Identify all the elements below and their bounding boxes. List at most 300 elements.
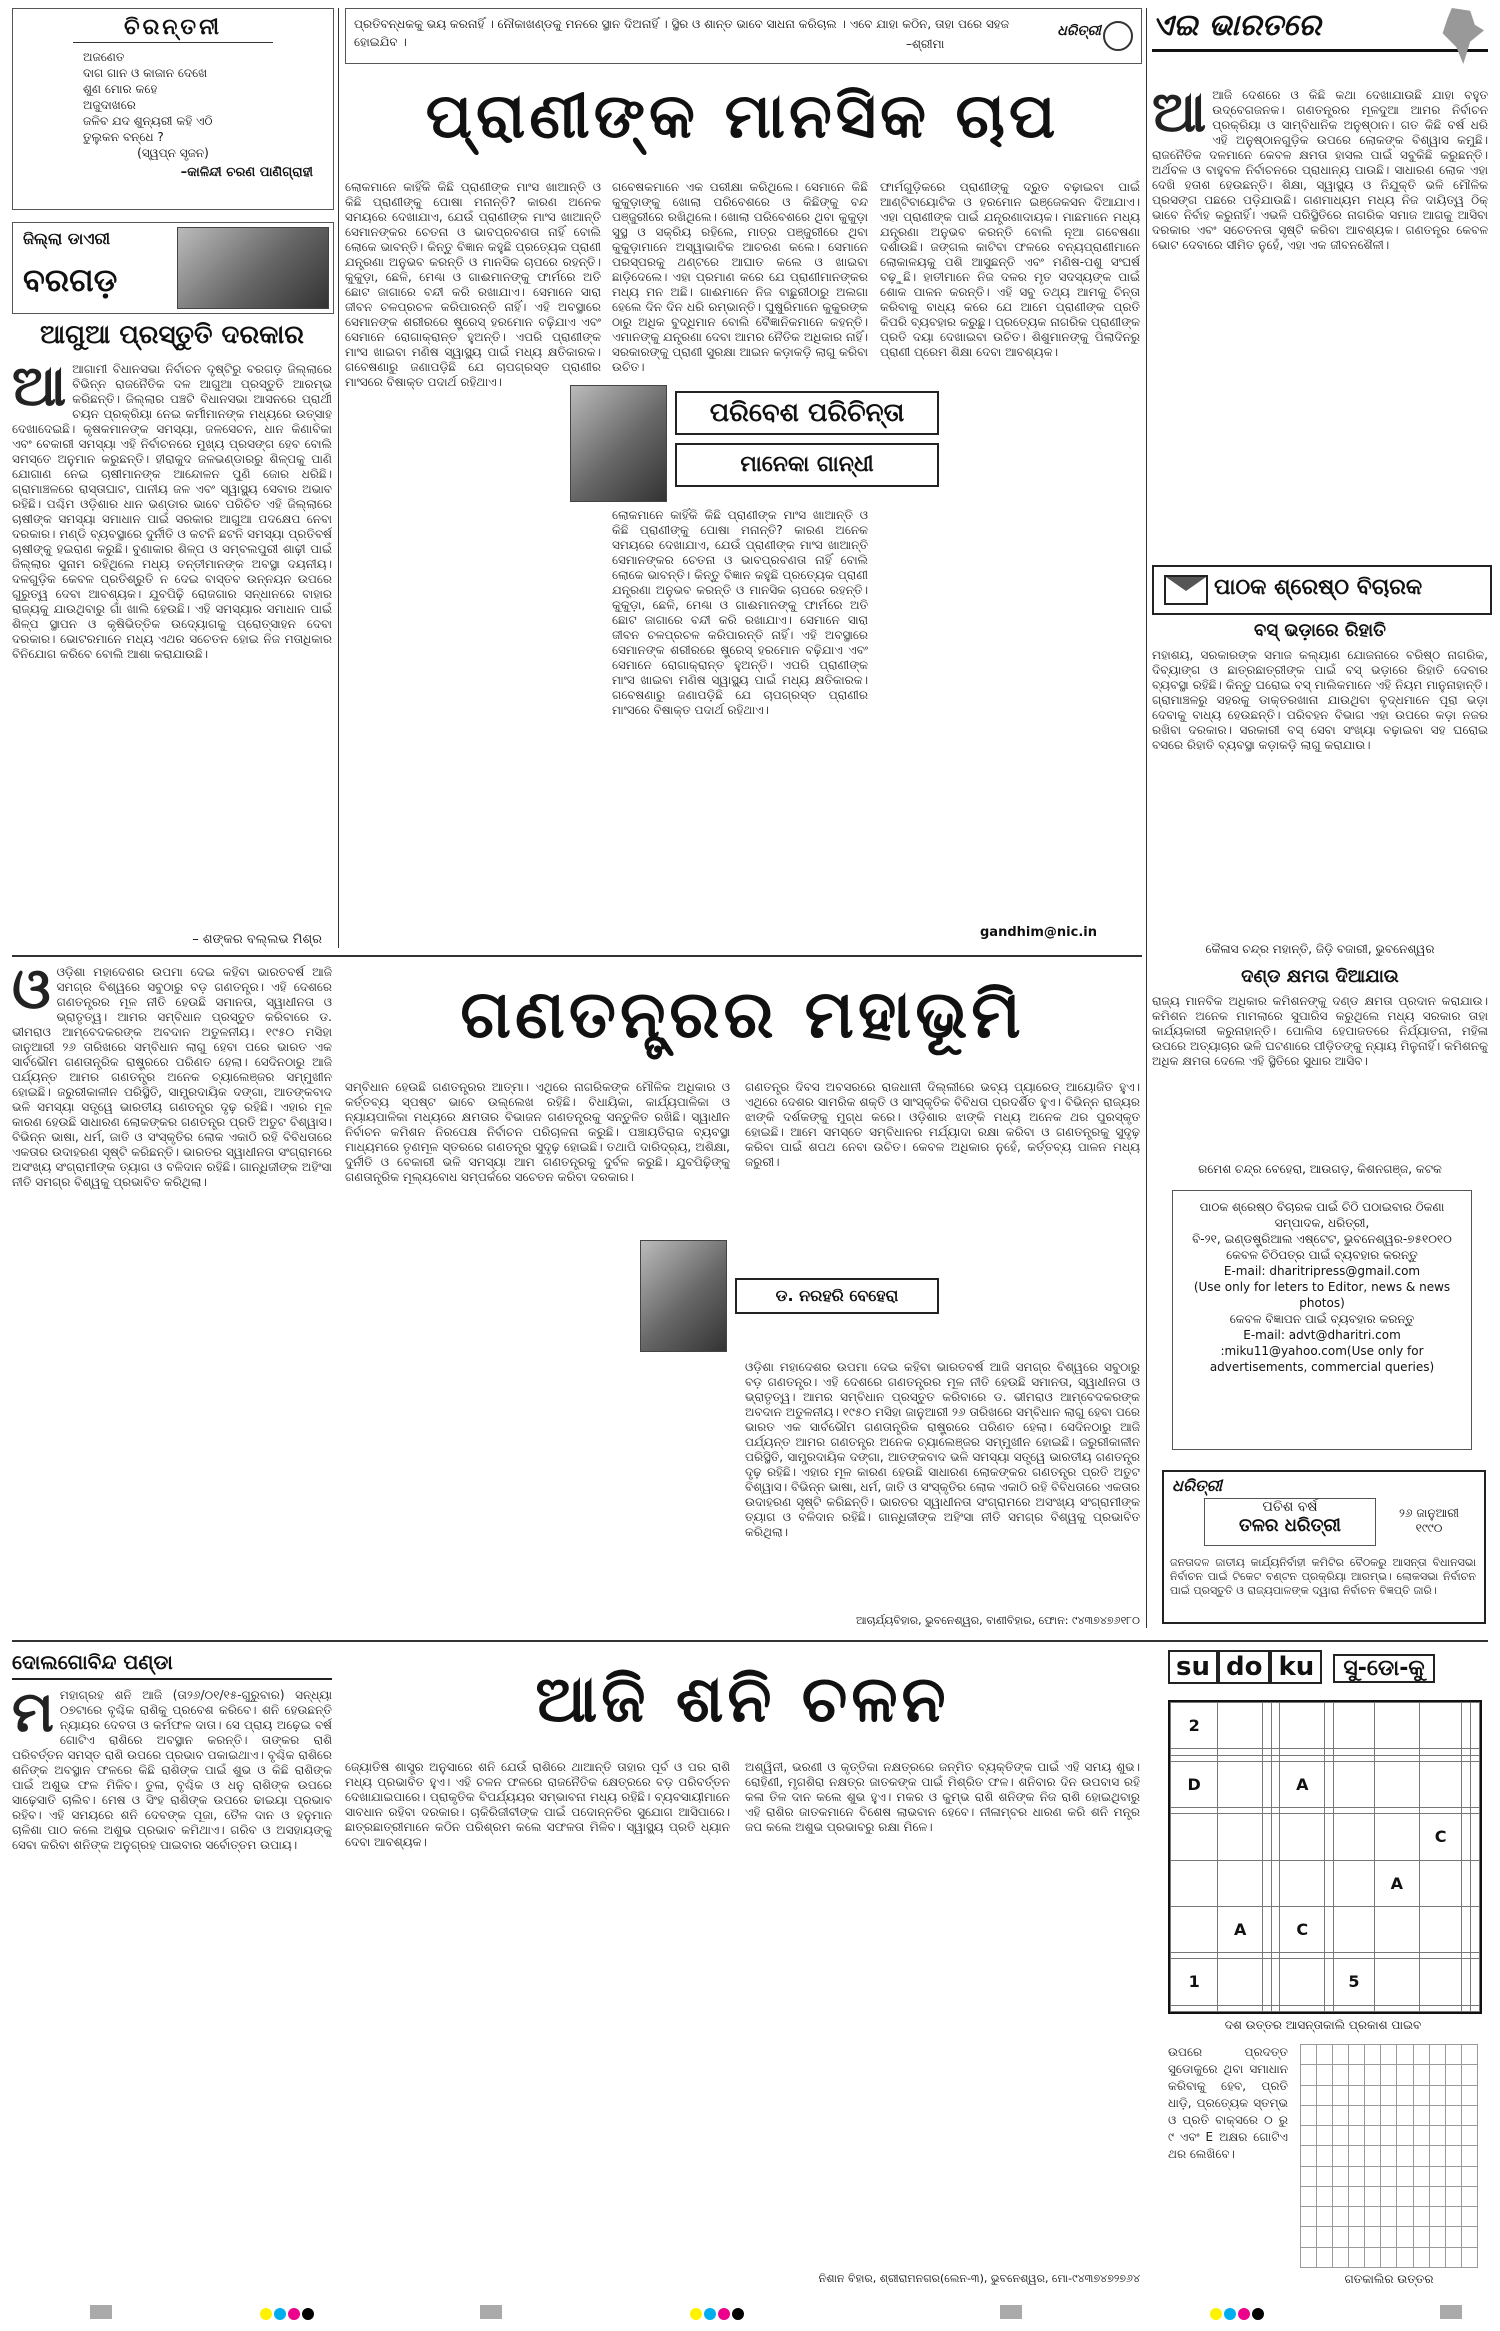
republic-address: ଆଚାର୍ଯ୍ୟବିହାର, ଭୁବନେଶ୍ୱର, ବାଣୀବିହାର, ଫୋନ: ୯୪୩୭୪୭୬୧୮୦ [855,1614,1140,1627]
sudoku-cell[interactable] [1171,2005,1218,2011]
solution-cell [1317,2126,1333,2146]
sudoku-cell[interactable] [1171,1814,1218,1860]
contact-email[interactable]: E-mail: dharitripress@gmail.com [1223,1264,1421,1278]
solution-cell [1349,2105,1365,2125]
solution-cell [1349,2065,1365,2085]
archive-box [1162,1470,1486,1624]
sudoku-cell[interactable]: A [1280,1761,1325,1807]
color-dot [1210,2308,1222,2320]
district-label: ଜିଲ୍ଲା ଡାଏରୀ [23,229,111,248]
sudoku-cell[interactable] [1333,1860,1374,1906]
color-dot [288,2308,300,2320]
solution-cell [1317,2105,1333,2125]
solution-cell [1317,2166,1333,2186]
sudoku-cell[interactable] [1333,2005,1374,2011]
solution-cell [1381,2085,1397,2105]
sudoku-cell[interactable] [1325,1761,1334,1807]
sudoku-cell[interactable]: 2 [1171,1703,1218,1749]
solution-cell [1445,2085,1461,2105]
solution-cell [1317,2045,1333,2065]
print-mark [90,2305,112,2319]
sudoku-cell[interactable] [1471,1959,1480,2005]
masthead [1152,8,1488,78]
solution-cell [1381,2065,1397,2085]
sudoku-cell[interactable] [1333,1703,1374,1749]
solution-cell [1349,2207,1365,2227]
solution-cell [1317,2065,1333,2085]
solution-cell [1397,2186,1413,2206]
sudoku-cell[interactable] [1218,1959,1263,2005]
solution-cell [1413,2207,1429,2227]
column-title: ପରିବେଶ ପରିଚିନ୍ତା [675,391,939,435]
solution-cell [1317,2227,1333,2247]
sudoku-cell[interactable] [1462,1761,1471,1807]
republic-body-col3a: ଗଣତନ୍ତ୍ର ଦିବସ ଅବସରରେ ରାଜଧାନୀ ଦିଲ୍ଲୀରେ ଭବ୍ୟ ପ୍ୟାରେଡ୍ ଆୟୋଜିତ ହୁଏ। ଏଥିରେ ଦେଶର ସାମରିକ ଶକ୍ତି ଓ ସାଂସ୍କୃତିକ ବିବିଧତା ପ୍ରଦର୍ଶିତ ହୁଏ। ବିଭିନ୍ନ ରାଜ୍ୟର ଝାଙ୍କି ଦର୍ଶକଙ୍କୁ ମୁଗ୍ଧ କରେ। ଓଡ଼ିଶାର ଝାଙ୍କି ମଧ୍ୟ ଅନେକ ଥର ପୁରସ୍କୃତ ହୋଇଛି। ଆମେ ସମସ୍ତେ ସମ୍ବିଧାନର ମର୍ଯ୍ୟାଦା ରକ୍ଷା କରିବା ଓ ଗଣତନ୍ତ୍ରକୁ ସୁଦୃଢ଼ କରିବା ପାଇଁ ଶପଥ ନେବା ଉଚିତ। କେବଳ ଅଧିକାର ନୁହେଁ, କର୍ତ୍ତବ୍ୟ ପାଳନ ମଧ୍ୟ ଜରୁରୀ। [745,1080,1140,1169]
solution-cell [1381,2247,1397,2267]
sudoku-cell[interactable] [1280,1860,1325,1906]
sudoku-cell[interactable] [1218,2005,1263,2011]
sudoku-cell[interactable] [1471,2005,1480,2011]
main-headline: ପ୍ରାଣୀଙ୍କ ମାନସିକ ଚାପ [425,79,1060,152]
sudoku-cell[interactable] [1263,1906,1272,1952]
color-dot [260,2308,272,2320]
solution-cell [1445,2146,1461,2166]
solution-cell [1429,2045,1445,2065]
solution-cell [1429,2247,1445,2267]
color-dots [690,2305,746,2324]
author-photo [570,385,667,502]
solution-cell [1397,2105,1413,2125]
sudoku-cell[interactable] [1263,1959,1272,2005]
color-dots [1210,2305,1266,2324]
solution-cell [1365,2207,1381,2227]
solution-cell [1365,2105,1381,2125]
solution-cell [1429,2207,1445,2227]
solution-cell [1461,2247,1477,2267]
dropcap: ଆ [1152,88,1207,145]
sudoku-cell[interactable] [1325,1860,1334,1906]
solution-cell [1413,2186,1429,2206]
solution-cell [1461,2085,1477,2105]
poem-line: (ସ୍ୱପ୍ନ ସୃଜନ) [137,146,209,160]
solution-cell [1461,2186,1477,2206]
sudoku-cell[interactable] [1419,1703,1462,1749]
letter1-body: ମହାଶୟ, ସରକାରଙ୍କ ସମାଜ କଲ୍ୟାଣ ଯୋଜନାରେ ବରିଷ୍ଠ ନାଗରିକ, ଦିବ୍ୟାଙ୍ଗ ଓ ଛାତ୍ରଛାତ୍ରୀଙ୍କ ପାଇଁ ବସ୍ ଭଡ଼ାରେ ରିହାତି ଦେବାର ବ୍ୟବସ୍ଥା ରହିଛି। କିନ୍ତୁ ଘରୋଇ ବସ୍ ମାଲିକମାନେ ଏହି ନିୟମ ମାନୁନାହାନ୍ତି। ଗ୍ରାମାଞ୍ଚଳରୁ ସହରକୁ ଡାକ୍ତରଖାନା ଯାଉଥିବା ବୃଦ୍ଧମାନେ ପୂରା ଭଡ଼ା ଦେବାକୁ ବାଧ୍ୟ ହେଉଛନ୍ତି। ପରିବହନ ବିଭାଗ ଏହା ଉପରେ କଡ଼ା ନଜର ରଖିବା ଦରକାର। ସରକାରୀ ବସ୍ ସେବା ସଂଖ୍ୟା ବଢ଼ାଇବା ସହ ଘରୋଇ ବସରେ ରିହାତି ବ୍ୟବସ୍ଥା କଡ଼ାକଡ଼ି ଲାଗୁ କରାଯାଉ। [1152,648,1488,752]
district-header [12,222,334,314]
republic-headline: ଗଣତନ୍ତ୍ରର ମହାଭୂମି [460,976,1025,1053]
sudoku-cell[interactable]: C [1419,1814,1462,1860]
solution-cell [1317,2085,1333,2105]
letters-header [1152,565,1492,615]
letter2-signer: ରମେଶ ଚନ୍ଦ୍ର ବେହେରା, ଆଉଗଡ଼, କିଶନଗଞ୍ଜ, କଟକ [1198,1162,1442,1176]
solution-cell [1301,2105,1317,2125]
quote-author: –ଶ୍ରୀମା [906,37,945,51]
solution-cell [1397,2207,1413,2227]
sudoku-cell[interactable] [1374,1959,1419,2005]
sudoku-cell[interactable] [1263,1761,1272,1807]
contact-note: (Use only for leters to Editor, news & news photos) [1193,1280,1451,1310]
astro-body1: ମହାଗ୍ରହ ଶନି ଆଜି (ତା୨୬/୦୧/୧୫-ଗୁରୁବାର) ସନ୍ଧ୍ୟା ୦୭ଟାରେ ବୃଶ୍ଚିକ ରାଶିକୁ ପ୍ରବେଶ କରିବେ। ଶନି ହେଉଛନ୍ତି ନ୍ୟାୟର ଦେବତା ଓ କର୍ମଫଳ ଦାତା। ସେ ପ୍ରାୟ ଅଢ଼େଇ ବର୍ଷ ଗୋଟିଏ ରାଶିରେ ଅବସ୍ଥାନ କରନ୍ତି। ତାଙ୍କର ରାଶି ପରିବର୍ତ୍ତନ ସମସ୍ତ ରାଶି ଉପରେ ପ୍ରଭାବ ପକାଇଥାଏ। ବୃଶ୍ଚିକ ରାଶିରେ ଶନିଙ୍କ ଅବସ୍ଥାନ ଫଳରେ କିଛି ରାଶିଙ୍କ ପାଇଁ ଶୁଭ ଓ କିଛି ରାଶିଙ୍କ ପାଇଁ ଅଶୁଭ ଫଳ ମିଳିବ। ତୁଳା, ବୃଶ୍ଚିକ ଓ ଧନୁ ରାଶିଙ୍କ ଉପରେ ସାଢ଼େସାତି ଚାଲିବ। ମେଷ ଓ ସିଂହ ରାଶିଙ୍କ ଉପରେ ଢାଇୟା ପ୍ରଭାବ ରହିବ। ଏହି ସମୟରେ ଶନି ଦେବଙ୍କ ପୂଜା, ତୈଳ ଦାନ ଓ ହନୁମାନ ଚାଳିଶା ପାଠ କଲେ ଅଶୁଭ ପ୍ରଭାବ କମିଥାଏ। ଗରିବ ଓ ଅସହାୟଙ୍କୁ ସେବା କରିବା ଶନିଙ୍କ ଅନୁଗ୍ରହ ପାଇବାର ସର୍ବୋତ୍ତମ ଉପାୟ। [12,1688,332,1852]
sudoku-cell[interactable]: A [1218,1906,1263,1952]
solution-cell [1461,2065,1477,2085]
main-body-col2-cont: ଲୋକମାନେ କାହିଁକି କିଛି ପ୍ରାଣୀଙ୍କ ମାଂସ ଖାଆନ୍ତି ଓ କିଛି ପ୍ରାଣୀଙ୍କୁ ପୋଷା ମନାନ୍ତି? କାରଣ ଅନେକ ସମୟରେ ଦେଖାଯାଏ, ଯେଉଁ ପ୍ରାଣୀଙ୍କ ମାଂସ ଖାଆନ୍ତି ସେମାନଙ୍କର ଚେତନା ଓ ଭାବପ୍ରବଣତା ନାହିଁ ବୋଲି ଲୋକେ ଭାବନ୍ତି। କିନ୍ତୁ ବିଜ୍ଞାନ କହୁଛି ପ୍ରତ୍ୟେକ ପ୍ରାଣୀ ଯନ୍ତ୍ରଣା ଅନୁଭବ କରନ୍ତି ଓ ମାନସିକ ଚାପରେ ରହନ୍ତି। କୁକୁଡ଼ା, ଛେଳି, ମେଣ୍ଢା ଓ ଗାଈମାନଙ୍କୁ ଫାର୍ମରେ ଅତି ଛୋଟ ଜାଗାରେ ବନ୍ଦୀ କରି ରଖାଯାଏ। ସେମାନେ ସାରା ଜୀବନ ଚଳପ୍ରଚଳ କରିପାରନ୍ତି ନାହିଁ। ଏହି ଅବସ୍ଥାରେ ସେମାନଙ୍କ ଶରୀରରେ ଷ୍ଟ୍ରେସ୍ ହରମୋନ ବଢ଼ିଯାଏ ଏବଂ ସେମାନେ ରୋଗାକ୍ରାନ୍ତ ହୁଅନ୍ତି। ଏପରି ପ୍ରାଣୀଙ୍କ ମାଂସ ଖାଇବା ମଣିଷ ସ୍ୱାସ୍ଥ୍ୟ ପାଇଁ ମଧ୍ୟ କ୍ଷତିକାରକ। ଗବେଷଣାରୁ ଜଣାପଡ଼ିଛି ଯେ ଚାପଗ୍ରସ୍ତ ପ୍ରାଣୀର ମାଂସରେ ବିଷାକ୍ତ ପଦାର୍ଥ ରହିଥାଏ। [612,508,868,717]
poem-line: ତୁଲୁକନ ବନ୍ଧେ ? [83,130,164,144]
sudoku-cell[interactable] [1471,1860,1480,1906]
print-mark [480,2305,502,2319]
sudoku-cell[interactable] [1374,2005,1419,2011]
solution-cell [1333,2247,1349,2267]
solution-cell [1365,2186,1381,2206]
solution-cell [1413,2126,1429,2146]
solution-cell [1461,2146,1477,2166]
archive-label2: ତଳର ଧରିତ୍ରୀ [1239,1515,1341,1536]
sudoku-cell[interactable] [1471,1906,1480,1952]
solution-cell [1429,2227,1445,2247]
solution-cell [1365,2126,1381,2146]
solution-cell [1461,2126,1477,2146]
color-dot [1252,2308,1264,2320]
color-dot [690,2308,702,2320]
color-dot [1224,2308,1236,2320]
republic-body-col2: ସମ୍ବିଧାନ ହେଉଛି ଗଣତନ୍ତ୍ରର ଆତ୍ମା। ଏଥିରେ ନାଗରିକଙ୍କ ମୌଳିକ ଅଧିକାର ଓ କର୍ତ୍ତବ୍ୟ ସ୍ପଷ୍ଟ ଭାବେ ଉଲ୍ଲେଖ ରହିଛି। ବିଧାୟିକା, କାର୍ଯ୍ୟପାଳିକା ଓ ନ୍ୟାୟପାଳିକା ମଧ୍ୟରେ କ୍ଷମତାର ବିଭାଜନ ଗଣତନ୍ତ୍ରକୁ ସନ୍ତୁଳିତ ରଖିଛି। ସ୍ୱାଧୀନ ନିର୍ବାଚନ କମିଶନ ନିରପେକ୍ଷ ନିର୍ବାଚନ ପରିଚାଳନା କରୁଛି। ପଞ୍ଚାୟତିରାଜ ବ୍ୟବସ୍ଥା ମାଧ୍ୟମରେ ତୃଣମୂଳ ସ୍ତରରେ ଗଣତନ୍ତ୍ର ସୁଦୃଢ଼ ହୋଇଛି। ତଥାପି ଦାରିଦ୍ର୍ୟ, ଅଶିକ୍ଷା, ଦୁର୍ନୀତି ଓ ବେକାରୀ ଭଳି ସମସ୍ୟା ଆମ ଗଣତନ୍ତ୍ରକୁ ଦୁର୍ବଳ କରୁଛି। ଯୁବପିଢ଼ିଙ୍କୁ ଗଣତାନ୍ତ୍ରିକ ମୂଲ୍ୟବୋଧ ସମ୍ପର୍କରେ ସଚେତନ କରିବା ଦରକାର। [345,1080,730,1184]
sudoku-cell[interactable] [1218,1703,1263,1749]
right-body-text: ଆଜି ଦେଶରେ ଓ କିଛି କଥା ଦେଖାଯାଉଛି ଯାହା ବହୁତ ଉଦ୍‌ବେଗଜନକ। ଗଣତନ୍ତ୍ରର ମୂଳଦୁଆ ଆମର ନିର୍ବାଚନ ପ୍ରକ୍ରିୟା ଓ ସାମ୍ବିଧାନିକ ଅନୁଷ୍ଠାନ। ଗତ କିଛି ବର୍ଷ ଧରି ଏହି ଅନୁଷ୍ଠାନଗୁଡ଼ିକ ଉପରେ ଲୋକଙ୍କ ବିଶ୍ୱାସ କମୁଛି। ରାଜନୈତିକ ଦଳମାନେ କେବଳ କ୍ଷମତା ହାସଲ ପାଇଁ ସବୁକିଛି କରୁଛନ୍ତି। ଅର୍ଥବଳ ଓ ବାହୁବଳ ନିର୍ବାଚନରେ ପ୍ରାଧାନ୍ୟ ପାଉଛି। ସାଧାରଣ ଲୋକ ଏହା ଦେଖି ହତାଶ ହେଉଛନ୍ତି। ଶିକ୍ଷା, ସ୍ୱାସ୍ଥ୍ୟ ଓ ନିଯୁକ୍ତି ଭଳି ମୌଳିକ ପ୍ରସଙ୍ଗ ପଛରେ ପଡ଼ିଯାଉଛି। ଗଣମାଧ୍ୟମ ମଧ୍ୟ ନିଜ ଦାୟିତ୍ୱ ଠିକ୍ ଭାବେ ନିର୍ବାହ କରୁନାହିଁ। ଏଭଳି ପରିସ୍ଥିତିରେ ନାଗରିକ ସମାଜ ଆଗକୁ ଆସିବା ଦରକାର ଏବଂ ସଚେତନତା ସୃଷ୍ଟି କରିବା ଆବଶ୍ୟକ। ଗଣତନ୍ତ୍ର କେବଳ ଭୋଟ ଦେବାରେ ସୀମିତ ନୁହେଁ, ଏହା ଏକ ଜୀବନଶୈଳୀ। [1152,88,1488,252]
main-body-col2b [612,508,868,922]
solution-cell [1429,2126,1445,2146]
solution-cell [1349,2085,1365,2105]
sudoku-cell[interactable] [1325,1959,1334,2005]
solution-cell [1461,2166,1477,2186]
envelope-icon [1164,575,1208,605]
registration-marks [0,2305,1500,2327]
solution-cell [1301,2247,1317,2267]
color-dot [274,2308,286,2320]
sudoku-cell[interactable] [1171,1860,1218,1906]
solution-cell [1381,2166,1397,2186]
solution-cell [1317,2247,1333,2267]
poem-box [12,8,334,210]
sudoku-table [1170,1702,1480,2012]
poem-title: ଚିରନ୍ତନୀ [123,15,223,40]
right-body [1152,88,1488,554]
solution-cell [1445,2045,1461,2065]
solution-cell [1397,2247,1413,2267]
solution-cell [1413,2146,1429,2166]
sudoku-cell[interactable] [1325,1703,1334,1749]
solution-cell [1333,2227,1349,2247]
solution-cell [1381,2186,1397,2206]
contact-line: ସମ୍ପାଦକ, ଧରିତ୍ରୀ, [1274,1216,1370,1230]
solution-cell [1317,2207,1333,2227]
sudoku-grid[interactable] [1168,1700,1482,2014]
archive-body: ଜନତାଦଳ ଜାତୀୟ କାର୍ଯ୍ୟନିର୍ବାହୀ କମିଟିର ବୈଠକରୁ ଆସନ୍ତା ବିଧାନସଭା ନିର୍ବାଚନ ପାଇଁ ଟିକେଟ ବଣ୍ଟନ ପ୍ରକ୍ରିୟା ଆରମ୍ଭ। ଲୋକସଭା ନିର୍ବାଚନ ପାଇଁ ପ୍ରସ୍ତୁତି ଓ ରାଜ୍ୟପାଳଙ୍କ ଦ୍ୱାରା ନିର୍ବାଚନ ବିଜ୍ଞପ୍ତି ଜାରି। [1170,1556,1476,1597]
print-mark [1440,2305,1462,2319]
solution-cell [1413,2247,1429,2267]
solution-cell [1349,2166,1365,2186]
main-body-col3: ଫାର୍ମଗୁଡ଼ିକରେ ପ୍ରାଣୀଙ୍କୁ ଦ୍ରୁତ ବଢ଼ାଇବା ପାଇଁ ଆଣ୍ଟିବାୟୋଟିକ ଓ ହରମୋନ ଇଞ୍ଜେକସନ ଦିଆଯାଏ। ଏହା ପ୍ରାଣୀଙ୍କ ପାଇଁ ଯନ୍ତ୍ରଣାଦାୟକ। ମାଛମାନେ ମଧ୍ୟ ଯନ୍ତ୍ରଣା ଅନୁଭବ କରନ୍ତି ବୋଲି ନୂଆ ଗବେଷଣା ଦର୍ଶାଉଛି। ଜଙ୍ଗଲ କାଟିବା ଫଳରେ ବନ୍ୟପ୍ରାଣୀମାନେ ଲୋକାଳୟକୁ ପଶି ଆସୁଛନ୍ତି ଏବଂ ମଣିଷ-ପଶୁ ସଂଘର୍ଷ ବଢ଼ୁଛି। ହାତୀମାନେ ନିଜ ଦଳର ମୃତ ସଦସ୍ୟଙ୍କ ପାଇଁ ଶୋକ ପାଳନ କରନ୍ତି। ଏହି ସବୁ ତଥ୍ୟ ଆମକୁ ଚିନ୍ତା କରିବାକୁ ବାଧ୍ୟ କରେ ଯେ ଆମେ ପ୍ରାଣୀଙ୍କ ପ୍ରତି କିପରି ବ୍ୟବହାର କରୁଛୁ। ପ୍ରତ୍ୟେକ ନାଗରିକ ପ୍ରାଣୀଙ୍କ ପ୍ରତି ଦୟା ଦେଖାଇବା ଉଚିତ। ଶିଶୁମାନଙ୍କୁ ପିଲାଦିନରୁ ପ୍ରାଣୀ ପ୍ରେମ ଶିକ୍ଷା ଦେବା ଆବଶ୍ୟକ। [880,180,1140,359]
solution-cell [1301,2207,1317,2227]
district-body [12,362,332,922]
solution-cell [1461,2227,1477,2247]
sudoku-cell[interactable] [1271,1906,1280,1952]
sudoku-cell[interactable] [1471,1761,1480,1807]
color-dot [302,2308,314,2320]
solution-cell [1445,2186,1461,2206]
solution-cell [1317,2146,1333,2166]
solution-cell [1413,2105,1429,2125]
solution-cell [1461,2105,1477,2125]
contact-email[interactable]: E-mail: advt@dharitri.com [1243,1328,1401,1342]
solution-cell [1445,2126,1461,2146]
sudoku-cell[interactable] [1462,2005,1471,2011]
poem-line: ଅଜୁଦାଖରେ [83,98,136,112]
main-body-col1: ଲୋକମାନେ କାହିଁକି କିଛି ପ୍ରାଣୀଙ୍କ ମାଂସ ଖାଆନ୍ତି ଓ କିଛି ପ୍ରାଣୀଙ୍କୁ ପୋଷା ମନାନ୍ତି? କାରଣ ଅନେକ ସମୟରେ ଦେଖାଯାଏ, ଯେଉଁ ପ୍ରାଣୀଙ୍କ ମାଂସ ଖାଆନ୍ତି ସେମାନଙ୍କର ଚେତନା ଓ ଭାବପ୍ରବଣତା ନାହିଁ ବୋଲି ଲୋକେ ଭାବନ୍ତି। କିନ୍ତୁ ବିଜ୍ଞାନ କହୁଛି ପ୍ରତ୍ୟେକ ପ୍ରାଣୀ ଯନ୍ତ୍ରଣା ଅନୁଭବ କରନ୍ତି ଓ ମାନସିକ ଚାପରେ ରହନ୍ତି। କୁକୁଡ଼ା, ଛେଳି, ମେଣ୍ଢା ଓ ଗାଈମାନଙ୍କୁ ଫାର୍ମରେ ଅତି ଛୋଟ ଜାଗାରେ ବନ୍ଦୀ କରି ରଖାଯାଏ। ସେମାନେ ସାରା ଜୀବନ ଚଳପ୍ରଚଳ କରିପାରନ୍ତି ନାହିଁ। ଏହି ଅବସ୍ଥାରେ ସେମାନଙ୍କ ଶରୀରରେ ଷ୍ଟ୍ରେସ୍ ହରମୋନ ବଢ଼ିଯାଏ ଏବଂ ସେମାନେ ରୋଗାକ୍ରାନ୍ତ ହୁଅନ୍ତି। ଏପରି ପ୍ରାଣୀଙ୍କ ମାଂସ ଖାଇବା ମଣିଷ ସ୍ୱାସ୍ଥ୍ୟ ପାଇଁ ମଧ୍ୟ କ୍ଷତିକାରକ। ଗବେଷଣାରୁ ଜଣାପଡ଼ିଛି ଯେ ଚାପଗ୍ରସ୍ତ ପ୍ରାଣୀର ମାଂସରେ ବିଷାକ୍ତ ପଦାର୍ଥ ରହିଥାଏ। [345,180,601,389]
sudoku-solution-label: ଗତକାଲିର ଉତ୍ତର [1344,2272,1434,2286]
color-dot [1238,2308,1250,2320]
solution-cell [1397,2166,1413,2186]
solution-cell [1429,2085,1445,2105]
solution-cell [1333,2105,1349,2125]
main-email: gandhim@nic.in [980,925,1097,940]
solution-cell [1333,2166,1349,2186]
sudoku-cell[interactable] [1419,1906,1462,1952]
solution-cell [1333,2146,1349,2166]
sudoku-instructions: ଉପରେ ପ୍ରଦତ୍ତ ସୁଡୋକୁରେ ଥିବା ସମାଧାନ କରିବାକୁ ହେବ, ପ୍ରତି ଧାଡ଼ି, ପ୍ରତ୍ୟେକ ସ୍ତମ୍ଭ ଓ ପ୍ରତି ବାକ୍ସରେ ୦ ରୁ ୯ ଏବଂ E ଅକ୍ଷର ଗୋଟିଏ ଥର ଲେଖିବେ। [1168,2045,1288,2161]
district-name: ବରଗଡ଼ [23,261,118,299]
sudoku-cell[interactable] [1419,1959,1462,2005]
district-temple-photo [177,227,329,309]
solution-cell [1349,2186,1365,2206]
color-dot [704,2308,716,2320]
sudoku-cell[interactable] [1462,1814,1471,1860]
solution-cell [1381,2207,1397,2227]
solution-cell [1365,2085,1381,2105]
republic-body-col1 [12,965,332,1630]
contact-line: ପାଠକ ଶ୍ରେଷ୍ଠ ବିଚାରକ ପାଇଁ ଚିଠି ପଠାଇବାର ଠିକଣା [1199,1200,1445,1214]
solution-cell [1317,2186,1333,2206]
archive-date: ୨୬ ଜାନୁଆରୀ ୧୯୯୦ [1399,1506,1459,1535]
solution-cell [1301,2146,1317,2166]
sudoku-cell[interactable] [1419,1761,1462,1807]
contact-line: କେବଳ ବିଜ୍ଞାପନ ପାଇଁ ବ୍ୟବହାର କରନ୍ତୁ [1229,1312,1415,1326]
letters-header-title: ପାଠକ ଶ୍ରେଷ୍ଠ ବିଚାରକ [1214,575,1423,600]
solution-cell [1333,2186,1349,2206]
solution-cell [1429,2166,1445,2186]
sudoku-cell[interactable]: A [1374,1860,1419,1906]
sudoku-cell[interactable]: C [1280,1906,1325,1952]
solution-cell [1429,2065,1445,2085]
solution-cell [1413,2166,1429,2186]
solution-cell [1381,2227,1397,2247]
sudoku-solution [1300,2044,1478,2268]
sudoku-cell[interactable] [1218,1860,1263,1906]
wheel-icon [1103,21,1133,51]
astro-address: ନିଶାନ ବିହାର, ଶ୍ରୀରାମନଗର(ଲେନ-୩), ଭୁବନେଶ୍ୱର, ମୋ-୯୪୩୭୪୭୨୭୬୪ [818,2272,1140,2285]
quote-box [345,8,1142,64]
sudoku-cell[interactable] [1471,1814,1480,1860]
contact-line: ବି-୨୧, ଇଣ୍ଡଷ୍ଟ୍ରିଆଲ ଏଷ୍ଟେଟ, ଭୁବନେଶ୍ୱର-୭୫୧୦୧୦ [1192,1232,1452,1246]
sudoku-cell[interactable] [1263,2005,1272,2011]
solution-cell [1333,2045,1349,2065]
sudoku-caption: ଦଶ ଉତ୍ତର ଆସନ୍ତାକାଲି ପ୍ରକାଶ ପାଇବ [1224,2018,1422,2032]
sudoku-cell[interactable]: 1 [1171,1959,1218,2005]
solution-cell [1429,2105,1445,2125]
archive-brand: ଧରିତ୍ରୀ [1172,1476,1222,1495]
solution-cell [1429,2186,1445,2206]
divider [12,1640,1488,1642]
main-body-col2: ଗବେଷକମାନେ ଏକ ପରୀକ୍ଷା କରିଥିଲେ। ସେମାନେ କିଛି କୁକୁଡ଼ାଙ୍କୁ ଖୋଲା ପରିବେଶରେ ଓ କିଛିଙ୍କୁ ବନ୍ଦ ପଞ୍ଜୁରୀରେ ରଖିଥିଲେ। ଖୋଲା ପରିବେଶରେ ଥିବା କୁକୁଡ଼ା ସୁସ୍ଥ ଓ ସକ୍ରିୟ ରହିଲେ, ମାତ୍ର ପଞ୍ଜୁରୀରେ ଥିବା କୁକୁଡ଼ାମାନେ ଅସ୍ୱାଭାବିକ ଆଚରଣ କଲେ। ସେମାନେ ପରସ୍ପରକୁ ଥଣ୍ଟରେ ଆଘାତ କଲେ ଓ ଖାଇବା ଛାଡ଼ିଦେଲେ। ଏହା ପ୍ରମାଣ କରେ ଯେ ପ୍ରାଣୀମାନଙ୍କର ମଧ୍ୟ ମନ ଅଛି। ଗାଈମାନେ ନିଜ ବାଛୁରୀଠାରୁ ଅଲଗା ହେଲେ ଦିନ ଦିନ ଧରି ରମ୍ଭାନ୍ତି। ଘୁଷୁରିମାନେ କୁକୁରଙ୍କ ଠାରୁ ଅଧିକ ବୁଦ୍ଧିମାନ ବୋଲି ବୈଜ୍ଞାନିକମାନେ କହନ୍ତି। ଏମାନଙ୍କୁ ଯନ୍ତ୍ରଣା ଦେବା ଆମର ନୈତିକ ଅଧିକାର ନାହିଁ। ସରକାରଙ୍କୁ ପ୍ରାଣୀ ସୁରକ୍ଷା ଆଇନ କଡ଼ାକଡ଼ି ଲାଗୁ କରିବା ଉଚିତ। [612,180,868,374]
solution-cell [1301,2045,1317,2065]
solution-cell [1333,2207,1349,2227]
masthead-title: ଏଇ ଭାରତରେ [1152,8,1488,52]
solution-cell [1301,2126,1317,2146]
solution-cell [1397,2085,1413,2105]
sudoku-title-su: su [1168,1650,1218,1684]
solution-cell [1301,2227,1317,2247]
sudoku-cell[interactable] [1263,1703,1272,1749]
solution-cell [1365,2166,1381,2186]
sudoku-cell[interactable] [1271,1761,1280,1807]
solution-cell [1397,2045,1413,2065]
sudoku-cell[interactable] [1333,1814,1374,1860]
sudoku-cell[interactable] [1271,1860,1280,1906]
republic-author-photo [640,1240,727,1352]
sudoku-cell[interactable] [1280,1814,1325,1860]
sudoku-cell[interactable] [1271,1814,1280,1860]
sudoku-cell[interactable] [1218,1814,1263,1860]
solution-cell [1365,2227,1381,2247]
sudoku-cell[interactable]: 5 [1333,1959,1374,2005]
sudoku-cell[interactable] [1280,2005,1325,2011]
solution-cell [1365,2045,1381,2065]
solution-cell [1397,2065,1413,2085]
solution-cell [1381,2045,1397,2065]
sudoku-cell[interactable] [1325,2005,1334,2011]
poem-rule [73,42,273,43]
solution-cell [1445,2247,1461,2267]
contact-line: କେବଳ ଚିଠିପତ୍ର ପାଇଁ ବ୍ୟବହାର କରନ୍ତୁ [1226,1248,1418,1262]
solution-cell [1381,2126,1397,2146]
sudoku-cell[interactable] [1462,1860,1471,1906]
contact-email[interactable]: :miku11@yahoo.com(Use only for advertisements, commercial queries) [1209,1344,1435,1374]
solution-cell [1429,2146,1445,2166]
sudoku-cell[interactable] [1462,1906,1471,1952]
solution-cell [1461,2045,1477,2065]
solution-cell [1301,2085,1317,2105]
quote-brand: ଧରିତ୍ରୀ [1057,23,1101,39]
republic-body1: ଓଡ଼ିଶା ମହାଦେଶର ଉପମା ଦେଇ କହିବା ଭାରତବର୍ଷ ଆଜି ସମଗ୍ର ବିଶ୍ୱରେ ସବୁଠାରୁ ବଡ଼ ଗଣତନ୍ତ୍ର। ଏହି ଦେଶରେ ଗଣତନ୍ତ୍ରର ମୂଳ ନୀତି ହେଉଛି ସମାନତା, ସ୍ୱାଧୀନତା ଓ ଭ୍ରାତୃତ୍ୱ। ଆମର ସମ୍ବିଧାନ ପ୍ରସ୍ତୁତ କରିବାରେ ଡ. ଭୀମରାଓ ଆମ୍ବେଦକରଙ୍କ ଅବଦାନ ଅତୁଳନୀୟ। ୧୯୫୦ ମସିହା ଜାନୁଆରୀ ୨୬ ତାରିଖରେ ସମ୍ବିଧାନ ଲାଗୁ ହେବା ପରେ ଭାରତ ଏକ ସାର୍ବଭୌମ ଗଣତାନ୍ତ୍ରିକ ରାଷ୍ଟ୍ରରେ ପରିଣତ ହେଲା। ସେଦିନଠାରୁ ଆଜି ପର୍ଯ୍ୟନ୍ତ ଆମର ଗଣତନ୍ତ୍ର ଅନେକ ଚ୍ୟାଲେଞ୍ଜର ସମ୍ମୁଖୀନ ହୋଇଛି। ଜରୁରୀକାଳୀନ ପରିସ୍ଥିତି, ସାମ୍ପ୍ରଦାୟିକ ଦଙ୍ଗା, ଆତଙ୍କବାଦ ଭଳି ସମସ୍ୟା ସତ୍ତ୍ୱେ ଭାରତୀୟ ଗଣତନ୍ତ୍ର ଦୃଢ଼ ରହିଛି। ଏହାର ମୂଳ କାରଣ ହେଉଛି ସାଧାରଣ ଲୋକଙ୍କର ଗଣତନ୍ତ୍ର ପ୍ରତି ଅତୁଟ ବିଶ୍ୱାସ। ବିଭିନ୍ନ ଭାଷା, ଧର୍ମ, ଜାତି ଓ ସଂସ୍କୃତିର ଲୋକ ଏକାଠି ରହି ବିବିଧତାରେ ଏକତାର ଉଦାହରଣ ସୃଷ୍ଟି କରିଛନ୍ତି। ଭାରତର ସ୍ୱାଧୀନତା ସଂଗ୍ରାମରେ ଅସଂଖ୍ୟ ସଂଗ୍ରାମୀଙ୍କ ତ୍ୟାଗ ଓ ବଳିଦାନ ରହିଛି। ଗାନ୍ଧିଜୀଙ୍କ ଅହିଂସା ନୀତି ସମଗ୍ର ବିଶ୍ୱକୁ ପ୍ରଭାବିତ କରିଥିଲା। [12,965,332,1189]
letter1-title: ବସ୍ ଭଡ଼ାରେ ରିହାତି [1254,620,1386,641]
solution-cell [1445,2207,1461,2227]
sudoku-cell[interactable] [1374,1814,1419,1860]
column-author: ମାନେକା ଗାନ୍ଧୀ [675,443,939,487]
sudoku-cell[interactable] [1218,1761,1263,1807]
color-dots [260,2305,316,2324]
solution-cell [1413,2045,1429,2065]
solution-cell [1413,2227,1429,2247]
poem-lines [13,49,333,161]
sudoku-title-do: do [1218,1650,1270,1684]
solution-cell [1349,2227,1365,2247]
sudoku-cell[interactable] [1471,1703,1480,1749]
solution-cell [1349,2146,1365,2166]
sudoku-title-odia: ସୁ-ଡୋ-କୁ [1333,1654,1434,1683]
solution-cell [1301,2186,1317,2206]
district-body-text: ଆଗାମୀ ବିଧାନସଭା ନିର୍ବାଚନ ଦୃଷ୍ଟିରୁ ବରଗଡ଼ ଜିଲ୍ଲାରେ ବିଭିନ୍ନ ରାଜନୈତିକ ଦଳ ଆଗୁଆ ପ୍ରସ୍ତୁତି ଆରମ୍ଭ କରିଛନ୍ତି। ଜିଲ୍ଲାର ପଞ୍ଚଟି ବିଧାନସଭା ଆସନରେ ପ୍ରାର୍ଥୀ ଚୟନ ପ୍ରକ୍ରିୟା ନେଇ କର୍ମୀମାନଙ୍କ ମଧ୍ୟରେ ଉତ୍ସାହ ଦେଖାଦେଇଛି। କୃଷକମାନଙ୍କ ସମସ୍ୟା, ଜଳସେଚନ, ଧାନ କିଣାବିକା ଏବଂ ବେକାରୀ ସମସ୍ୟା ଏହି ନିର୍ବାଚନରେ ମୁଖ୍ୟ ପ୍ରସଙ୍ଗ ହେବ ବୋଲି ସମସ୍ତେ ଅନୁମାନ କରୁଛନ୍ତି। ହୀରାକୁଦ ଜଳଭଣ୍ଡାରରୁ ଶିଳ୍ପକୁ ପାଣି ଯୋଗାଣ ନେଇ ଚାଷୀମାନଙ୍କ ଆନ୍ଦୋଳନ ପୁଣି ଜୋର ଧରିଛି। ଗ୍ରାମାଞ୍ଚଳରେ ରାସ୍ତାଘାଟ, ପାନୀୟ ଜଳ ଏବଂ ସ୍ୱାସ୍ଥ୍ୟ ସେବାର ଅଭାବ ରହିଛି। ପଶ୍ଚିମ ଓଡ଼ିଶାର ଧାନ ଭଣ୍ଡାର ଭାବେ ପରିଚିତ ଏହି ଜିଲ୍ଲାରେ ଚାଷୀଙ୍କ ସମସ୍ୟା ସମାଧାନ ପାଇଁ ସରକାର ଆଗୁଆ ପଦକ୍ଷେପ ନେବା ଦରକାର। ମଣ୍ଡି ବ୍ୟବସ୍ଥାରେ ଦୁର୍ନୀତି ଓ କଟନି ଛଟନି ସମସ୍ୟା ପ୍ରତିବର୍ଷ ଚାଷୀଙ୍କୁ ହଇରାଣ କରୁଛି। ବୁଣାକାର ଶିଳ୍ପ ଓ ସମ୍ବଲପୁରୀ ଶାଢ଼ୀ ପାଇଁ ଜିଲ୍ଲାର ସୁନାମ ରହିଥିଲେ ମଧ୍ୟ ତନ୍ତୀମାନଙ୍କ ଅବସ୍ଥା ଦୟନୀୟ। ଦଳଗୁଡ଼ିକ କେବଳ ପ୍ରତିଶ୍ରୁତି ନ ଦେଇ ବାସ୍ତବ ଉନ୍ନୟନ ଉପରେ ଗୁରୁତ୍ୱ ଦେବା ଆବଶ୍ୟକ। ଯୁବପିଢ଼ି ରୋଜଗାର ସନ୍ଧାନରେ ବାହାର ରାଜ୍ୟକୁ ଯାଉଥିବାରୁ ଗାଁ ଖାଲି ହେଉଛି। ଏହି ସମସ୍ୟାର ସମାଧାନ ପାଇଁ ଶିଳ୍ପ ସ୍ଥାପନ ଓ କୃଷିଭିତ୍ତିକ ଉଦ୍ୟୋଗକୁ ପ୍ରୋତ୍ସାହନ ଦେବା ଦରକାର। ଭୋଟରମାନେ ମଧ୍ୟ ଏଥର ସଚେତନ ହୋଇ ନିଜ ମତାଧିକାର ବିନିଯୋଗ କରିବେ ବୋଲି ଆଶା କରାଯାଉଛି। [12,362,332,661]
letter2-body: ରାଜ୍ୟ ମାନବିକ ଅଧିକାର କମିଶନଙ୍କୁ ଦଣ୍ଡ କ୍ଷମତା ପ୍ରଦାନ କରାଯାଉ। କମିଶନ ଅନେକ ମାମଲାରେ ସୁପାରିସ କରୁଥିଲେ ମଧ୍ୟ ସରକାର ତାହା କାର୍ଯ୍ୟକାରୀ କରୁନାହାନ୍ତି। ପୋଲିସ ହେପାଜତରେ ନିର୍ଯ୍ୟାତନା, ମହିଳା ଉପରେ ଅତ୍ୟାଚାର ଭଳି ଘଟଣାରେ ପୀଡ଼ିତଙ୍କୁ ନ୍ୟାୟ ମିଳୁନାହିଁ। କମିଶନକୁ ଅଧିକ କ୍ଷମତା ଦେଲେ ଏହି ସ୍ଥିତିରେ ସୁଧାର ଆସିବ। [1152,994,1488,1068]
astro-headline: ଆଜି ଶନି ଚଳନ [535,1663,950,1737]
archive-label [1204,1498,1376,1546]
solution-cell [1413,2065,1429,2085]
sudoku-cell[interactable] [1462,1959,1471,2005]
sudoku-cell[interactable] [1333,1906,1374,1952]
divider [12,955,1142,957]
sudoku-title [1168,1650,1488,1694]
solution-cell [1349,2247,1365,2267]
poem-line: ଜଳିବ ଯଦ ଶୁନ୍ୟରୀ କହି ଏଠି [83,114,213,128]
color-dot [732,2308,744,2320]
sudoku-cell[interactable] [1271,1703,1280,1749]
astro-body-col2: ଜ୍ୟୋତିଷ ଶାସ୍ତ୍ର ଅନୁସାରେ ଶନି ଯେଉଁ ରାଶିରେ ଥାଆନ୍ତି ତାହାର ପୂର୍ବ ଓ ପର ରାଶି ମଧ୍ୟ ପ୍ରଭାବିତ ହୁଏ। ଏହି ଚଳନ ଫଳରେ ରାଜନୈତିକ କ୍ଷେତ୍ରରେ ବଡ଼ ପରିବର୍ତ୍ତନ ଦେଖାଯାଇପାରେ। ପ୍ରାକୃତିକ ବିପର୍ଯ୍ୟୟର ସମ୍ଭାବନା ମଧ୍ୟ ରହିଛି। ବ୍ୟବସାୟୀମାନେ ସାବଧାନ ରହିବା ଦରକାର। ଚାକିରିଜୀବୀଙ୍କ ପାଇଁ ପଦୋନ୍ନତିର ସୁଯୋଗ ଆସିପାରେ। ଛାତ୍ରଛାତ୍ରୀମାନେ କଠିନ ପରିଶ୍ରମ କଲେ ସଫଳତା ମିଳିବ। ସ୍ୱାସ୍ଥ୍ୟ ପ୍ରତି ଧ୍ୟାନ ଦେବା ଆବଶ୍ୟକ। [345,1760,730,1849]
sudoku-cell[interactable] [1263,1860,1272,1906]
solution-cell [1381,2105,1397,2125]
solution-cell [1397,2126,1413,2146]
solution-cell [1349,2045,1365,2065]
solution-cell [1365,2247,1381,2267]
print-mark [1000,2305,1022,2319]
archive-label1: ପଚିଶ ବର୍ଷ [1262,1499,1318,1515]
solution-cell [1413,2085,1429,2105]
contact-box [1172,1190,1472,1450]
sudoku-cell[interactable] [1271,2005,1280,2011]
solution-cell [1445,2227,1461,2247]
poem-author: –କାଳିନ୍ଦୀ ଚରଣ ପାଣିଗ୍ରାହୀ [180,165,313,180]
divider [1146,8,1147,1628]
sudoku-title-ku: ku [1270,1650,1322,1684]
solution-cell [1333,2085,1349,2105]
sudoku-cell[interactable] [1374,1906,1419,1952]
sudoku-cell[interactable] [1280,1703,1325,1749]
sudoku-cell[interactable] [1325,1906,1334,1952]
sudoku-cell[interactable] [1325,1814,1334,1860]
sudoku-cell[interactable] [1171,1906,1218,1952]
sudoku-cell[interactable] [1333,1761,1374,1807]
solution-cell [1397,2227,1413,2247]
divider [338,8,339,948]
sudoku-cell[interactable] [1280,1959,1325,2005]
republic-author: ଡ. ନରହରି ବେହେରା [735,1278,939,1314]
solution-cell [1365,2065,1381,2085]
sudoku-cell[interactable] [1374,1761,1419,1807]
poem-line: ଅଜଣେତ [83,50,125,64]
letter2-title: ଦଣ୍ଡ କ୍ଷମତା ଦିଆଯାଉ [1241,966,1399,987]
solution-cell [1445,2166,1461,2186]
sudoku-cell[interactable]: D [1171,1761,1218,1807]
letter1-signer: କୈଳାସ ଚନ୍ଦ୍ର ମହାନ୍ତି, ଜିଡ଼ି ବଜାରୀ, ଭୁବନେଶ୍ୱର [1205,942,1435,956]
solution-cell [1445,2105,1461,2125]
sudoku-cell[interactable] [1419,2005,1462,2011]
solution-cell [1445,2065,1461,2085]
sudoku-cell[interactable] [1462,1703,1471,1749]
solution-cell [1365,2146,1381,2166]
solution-cell [1301,2065,1317,2085]
sudoku-cell[interactable] [1419,1860,1462,1906]
sudoku-cell[interactable] [1374,1703,1419,1749]
column-box [570,385,950,500]
sudoku-cell[interactable] [1271,1959,1280,2005]
poem-line: ଶୁଣ ମୋର କହେ [83,82,158,96]
sudoku-cell[interactable] [1263,1814,1272,1860]
